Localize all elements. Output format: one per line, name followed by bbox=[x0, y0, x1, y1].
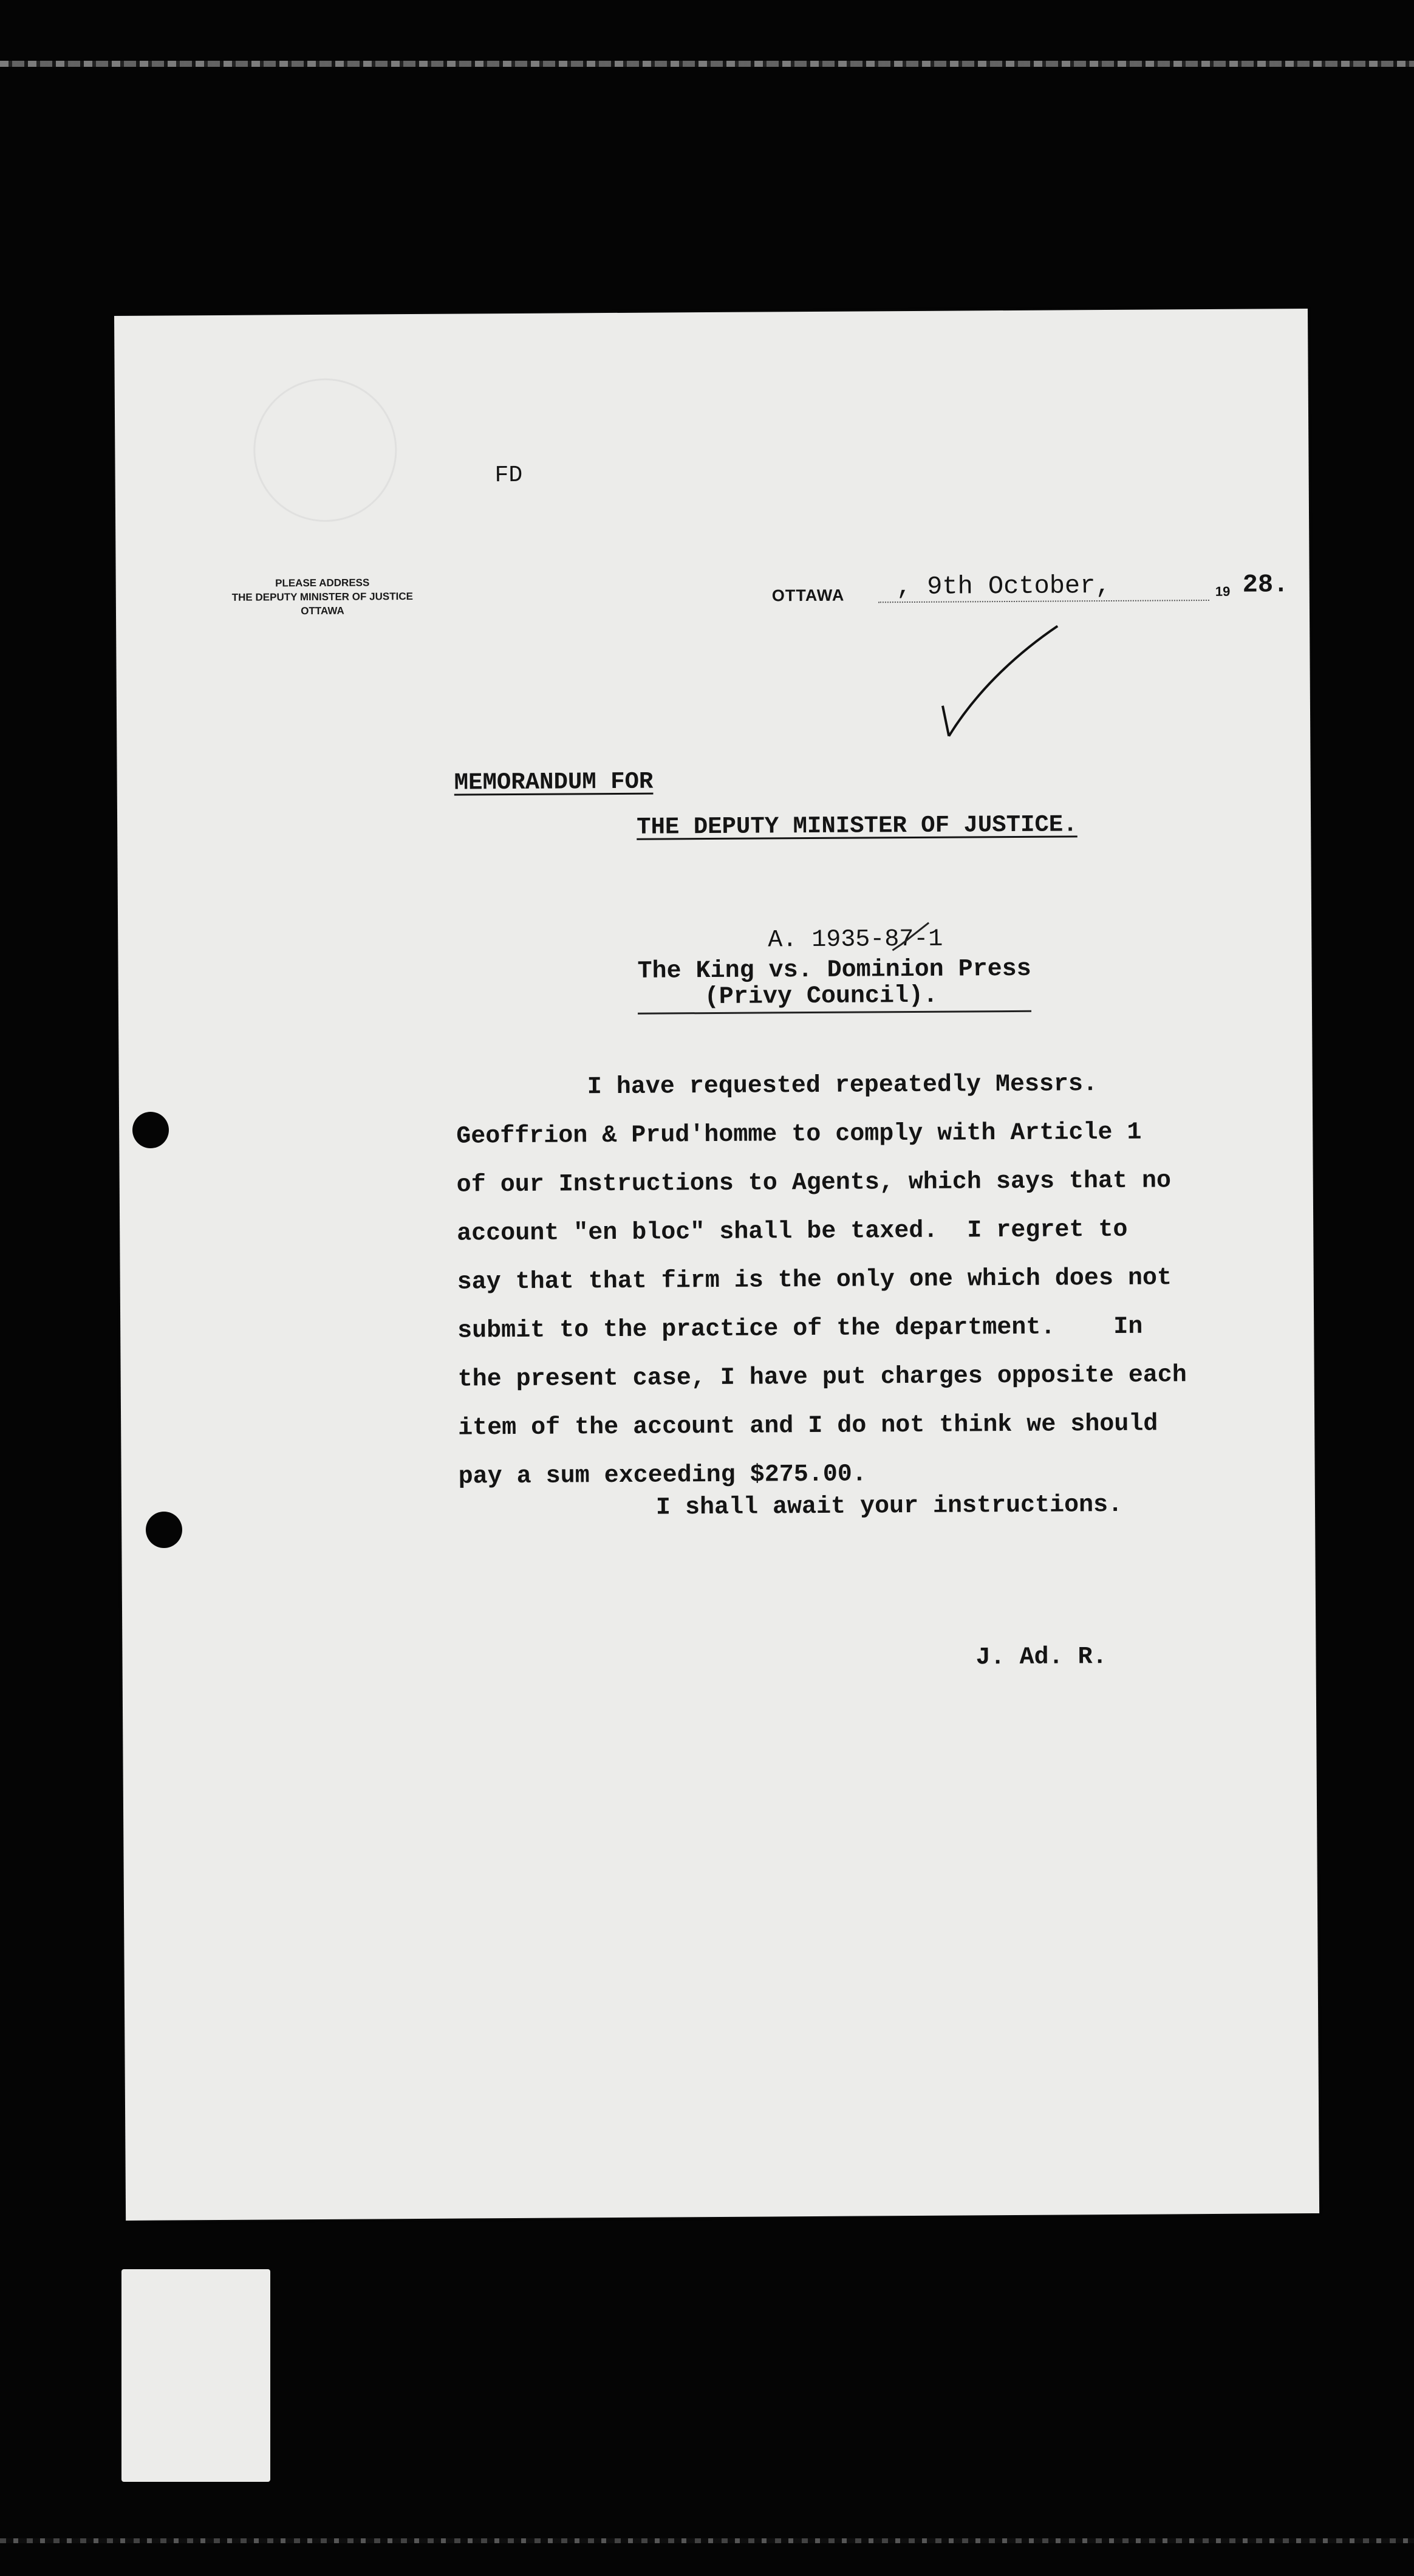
year-suffix: 28. bbox=[1242, 570, 1289, 600]
letterhead-line-3: OTTAWA bbox=[301, 605, 344, 617]
checkmark-icon bbox=[900, 614, 1082, 761]
tick-mark-icon bbox=[889, 920, 932, 956]
target-slip bbox=[121, 2269, 270, 2482]
punch-hole bbox=[146, 1512, 182, 1548]
reference-file-number: A. 1935-87-1 bbox=[768, 925, 943, 954]
punch-hole bbox=[132, 1112, 169, 1148]
letterhead-line-1: PLEASE ADDRESS bbox=[275, 577, 370, 589]
scan-border-top bbox=[0, 61, 1414, 67]
body-line: Geoffrion & Prud'homme to comply with Article 1 bbox=[456, 1118, 1142, 1151]
memo-heading-2: THE DEPUTY MINISTER OF JUSTICE. bbox=[637, 811, 1078, 841]
body-line: the present case, I have put charges opposite each bbox=[457, 1362, 1187, 1394]
body-line: pay a sum exceeding $275.00. bbox=[458, 1461, 867, 1491]
reference-underline bbox=[638, 1010, 1031, 1015]
memo-heading-1: MEMORANDUM FOR bbox=[454, 768, 654, 796]
body-line: item of the account and I do not think we should bbox=[458, 1410, 1158, 1442]
memo-page bbox=[114, 309, 1319, 2221]
body-line: account "en bloc" shall be taxed. I regret to bbox=[457, 1216, 1128, 1248]
body-line: of our Instructions to Agents, which says that no bbox=[456, 1167, 1172, 1199]
signature-initials: J. Ad. R. bbox=[975, 1643, 1107, 1672]
body-line: say that that firm is the only one which does not bbox=[457, 1264, 1172, 1297]
year-prefix: 19 bbox=[1215, 583, 1231, 599]
memo-date: , 9th October, bbox=[896, 570, 1111, 602]
faded-seal-stamp bbox=[253, 378, 397, 522]
closing-line: I shall await your instructions. bbox=[655, 1491, 1123, 1522]
letterhead-line-2: THE DEPUTY MINISTER OF JUSTICE bbox=[231, 591, 413, 603]
scan-border-bottom bbox=[0, 2538, 1414, 2543]
place-label: OTTAWA bbox=[771, 586, 845, 605]
file-mark: FD bbox=[494, 462, 523, 489]
reference-court: (Privy Council). bbox=[704, 982, 938, 1012]
body-line: submit to the practice of the department. In bbox=[457, 1313, 1143, 1345]
body-line: I have requested repeatedly Messrs. bbox=[456, 1070, 1098, 1102]
memo-body bbox=[456, 1059, 1309, 1502]
reference-case: The King vs. Dominion Press bbox=[637, 955, 1031, 985]
letterhead-address bbox=[189, 575, 456, 619]
